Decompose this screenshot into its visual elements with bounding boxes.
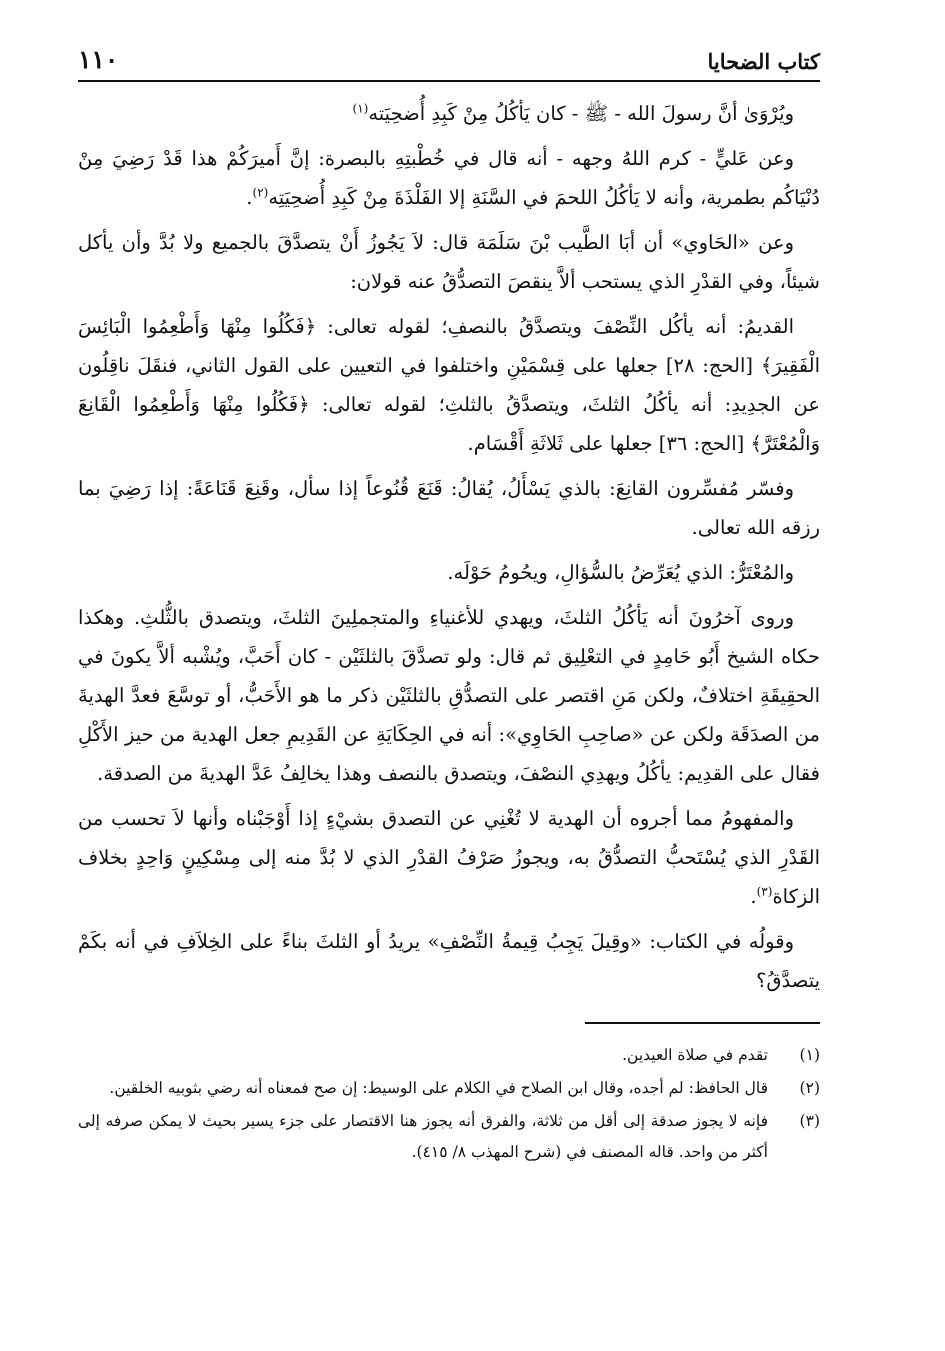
footnote-number: (٣) [799, 1112, 820, 1130]
paragraph [78, 94, 820, 133]
paragraph [78, 223, 820, 301]
footnote [78, 1073, 820, 1104]
footnote-text: تقدم في صلاة العيدين. [622, 1046, 768, 1064]
chapter-title: كتاب الضحايا [707, 49, 820, 74]
footnote-text: قال الحافظ: لم أجده، وقال ابن الصلاح في الكلام على الوسيط: إن صح فمعناه أنه رضي بثوبيه الخلقين. [109, 1079, 768, 1097]
paragraph-tail: . [246, 186, 253, 209]
page-header [78, 30, 820, 82]
paragraph [78, 553, 820, 592]
footnote-number: (١) [799, 1046, 820, 1064]
book-page [78, 30, 820, 1330]
paragraph [78, 598, 820, 793]
paragraph-text: وعن عَليٍّ - كرم اللهُ وجهه - أنه قال في خُطْبتِهِ بالبصرة: إنَّ أَميرَكُمْ هذا قَدْ رَضِيَ مِنْ دُنْيَاكُم بطمرية، وأنه لا يَأكُلُ اللحمَ في السَّنَةِ إلا الفَلْذَةَ مِنْ كَبِدِ أُضحِيَتِه [78, 147, 820, 209]
paragraph [78, 307, 820, 463]
paragraph-text: وروى آخرُونَ أنه يَأكُلُ الثلثَ، ويهدي للأغنياءِ والمتجملِينَ الثلثَ، ويتصدق بالثُّلثِ. وهكذا حكاه الشيخ أَبُو حَامِدٍ في التعْلِيق ثم قال: ولو تصدَّقَ بالثلثَيْن - كان أَحَبَّ، ويُشْبه ألاَّ يكونَ في الحقِيقَةِ اختلافٌ، ولكن مَنِ اقتصر على التصدُّقِ بالثلثَيْن ذكر ما هو الأَحَبُّ، أو توسَّعَ فعدَّ الهديةَ من الصدَقَة ولكن عن «صاحِبِ الحَاوِي»: أنه في الحِكَايَةِ عن القَدِيمِ جعل الهدية من حيز الأَكْلِ فقال على القدِيم: يأكُلُ ويهدِي النصْفَ، ويتصدق بالنصف وهذا يخالِفُ عَدَّ الهديةَ من الصدقة. [78, 606, 820, 785]
paragraph [78, 799, 820, 916]
paragraph [78, 139, 820, 217]
paragraph-text: والمفهومُ مما أجروه أن الهدية لا تُغْنِي عن التصدق بشيْءٍ إذا أَوْجَبْناه وأنها لاَ تحسب من القَدْرِ الذي يُسْتَحبُّ التصدُّقُ به، ويجوزُ صَرْفُ القدْرِ الذي لا بُدَّ منه إلى مِسْكِينٍ وَاحِدٍ بخلاف الزكاة [78, 807, 820, 908]
paragraph-text: وقولُه في الكتاب: «وقِيلَ يَجِبُ قِيمةُ النِّصْفِ» يريدُ أو الثلثَ بناءً على الخِلاَفِ في أنه بكَمْ يتصدَّقُ؟ [78, 930, 820, 992]
footnote-ref: (٢) [252, 185, 269, 200]
page-number: ١١٠ [78, 45, 119, 74]
paragraph [78, 922, 820, 1000]
footnote-number: (٢) [799, 1079, 820, 1097]
paragraph-text: وعن «الحَاوي» أن أبَا الطَّيب بْنَ سَلَمَة قال: لاَ يَجُوزُ أَنْ يتصدَّقَ بالجميع ولا بُدَّ وأن يأكل شيئاً، وفي القدْرِ الذي يستحب ألاَّ ينقصَ التصدُّقُ عنه قولان: [78, 231, 820, 293]
footnotes [78, 1040, 820, 1168]
footnote [78, 1040, 820, 1071]
main-text [78, 94, 820, 1000]
paragraph-text: القديمُ: أنه يأكُل النِّصْفَ ويتصدَّقُ بالنصفِ؛ لقوله تعالى: ﴿فَكُلُوا مِنْهَا وَأَطْعِمُوا الْبَائِسَ الْفَقِيرَ﴾ [الحج: ٢٨] جعلها على قِسْمَيْنِ واختلفوا في التعيين على القول الثاني، فنقَلَ ناقِلُون عن الجدِيدِ: أنه يأكُلُ الثلثَ، ويتصدَّقُ بالثلثِ؛ لقوله تعالى: ﴿فَكُلُوا مِنْهَا وَأَطْعِمُوا الْقَانِعَ وَالْمُعْتَرَّ﴾ [الحج: ٣٦] جعلها على ثَلاثَةِ أَقْسَام. [78, 315, 821, 455]
footnote-text: فإنه لا يجوز صدقة إلى أقل من ثلاثة، والفرق أنه يجوز هنا الاقتصار على جزء يسير بحيث لا يمكن صرفه إلى أكثر من واحد. قاله المصنف في (شرح المهذب ٨/ ٤١٥). [78, 1112, 768, 1161]
paragraph-tail: . [750, 885, 757, 908]
paragraph [78, 469, 820, 547]
footnote-ref: (٣) [756, 884, 773, 899]
paragraph-text: والمُعْتَرُّ: الذي يُعَرِّضُ بالسُّؤالِ، ويحُومُ حَوْلَه. [447, 561, 794, 584]
footnote-separator [585, 1022, 820, 1024]
footnote-ref: (١) [352, 101, 369, 116]
paragraph-text: وفسّر مُفسِّرون القانِعَ: بالذي يَسْأَلُ، يُقالُ: قَنَعَ قُنُوعاً إذا سأل، وقَنِعَ قَنَاعَةً: إذا رَضِيَ بما رزقه الله تعالى. [78, 477, 820, 539]
footnote [78, 1106, 820, 1168]
paragraph-text: ويُرْوَىٰ أنَّ رسولَ الله - ﷺ - كان يَأكُلُ مِنْ كَبِدِ أُضحِيَته [368, 102, 794, 125]
